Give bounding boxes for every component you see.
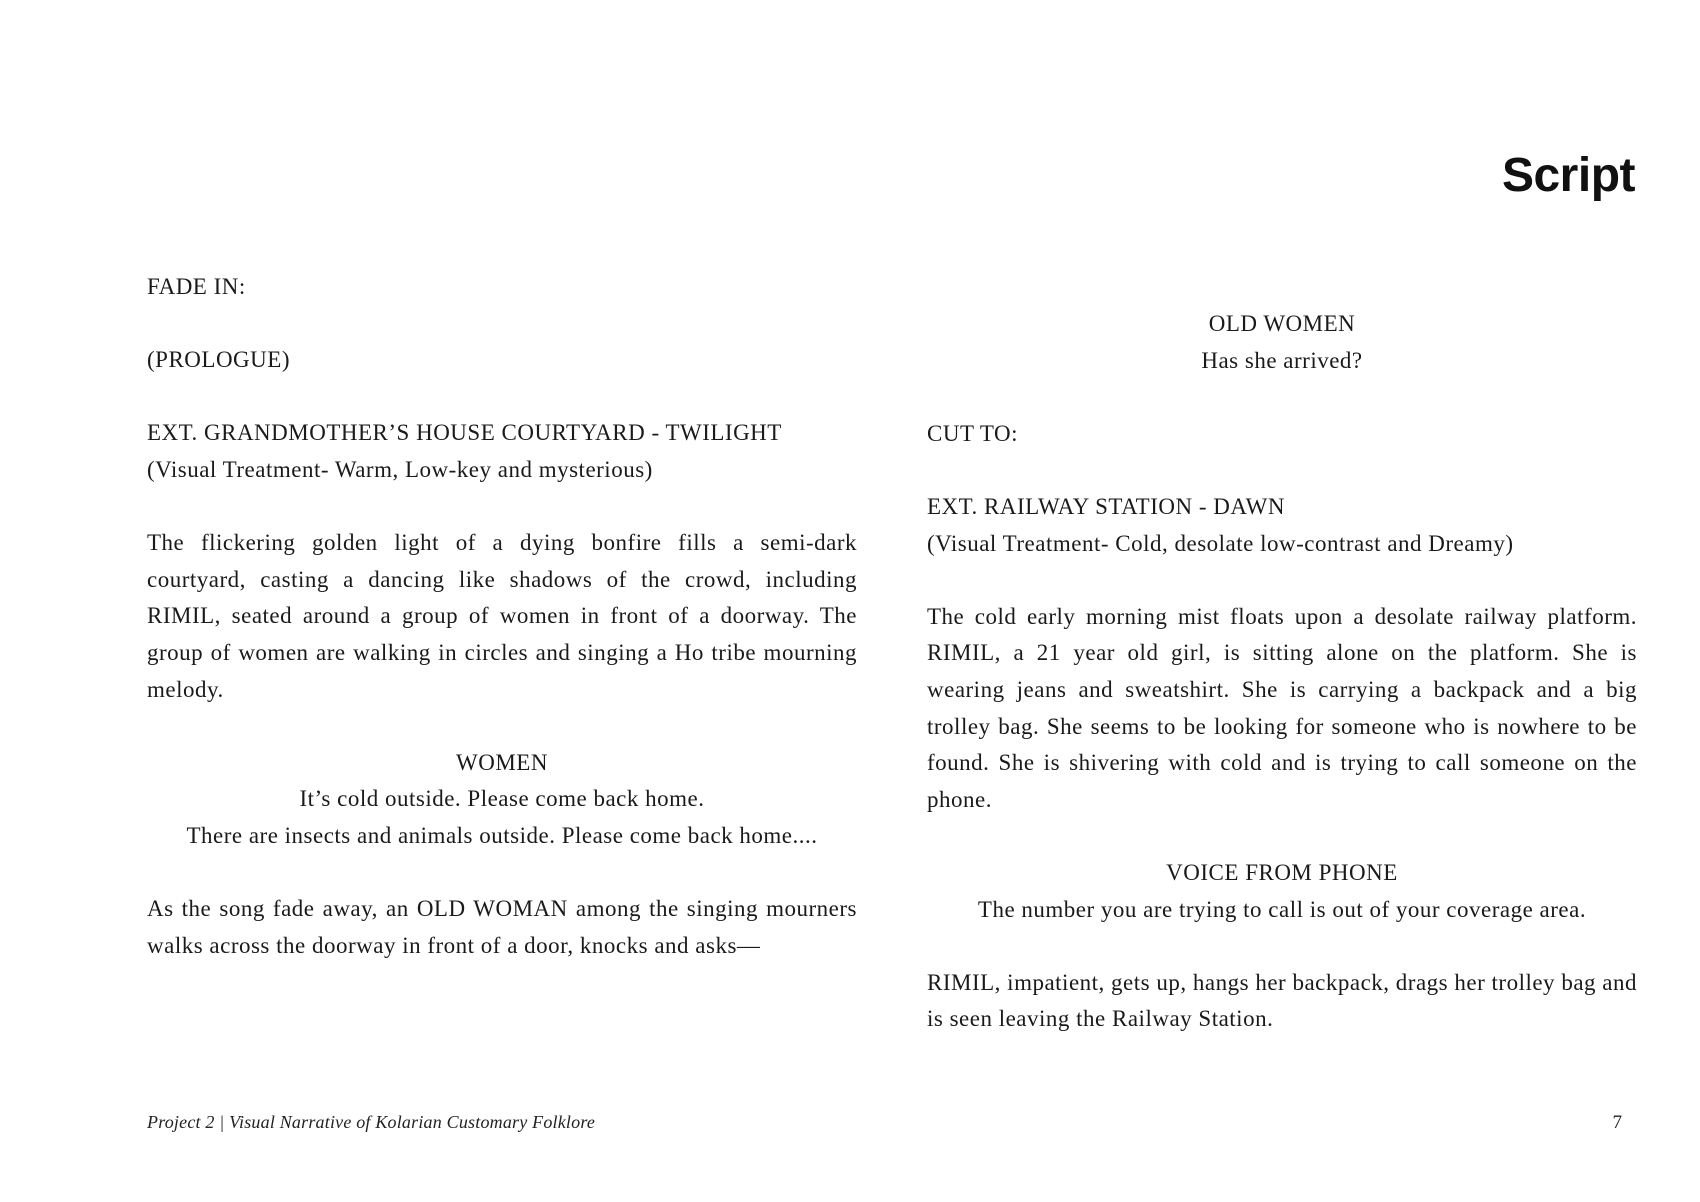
dialogue-line: Has she arrived? (1201, 347, 1363, 373)
scene-heading: EXT. RAILWAY STATION - DAWN (927, 493, 1285, 519)
dialogue-women (172, 745, 832, 855)
dialogue-line: There are insects and animals outside. Please come back home.... (186, 822, 818, 848)
character-name: WOMEN (456, 749, 548, 775)
footer-project-label: Project 2 | Visual Narrative of Kolarian Customary Folklore (147, 1112, 596, 1132)
dialogue-voice-from-phone (927, 855, 1637, 928)
scene-heading: EXT. GRANDMOTHER’S HOUSE COURTYARD - TWILIGHT (147, 420, 782, 446)
prologue-label: (PROLOGUE) (147, 347, 290, 373)
transition-fade-in: FADE IN: (147, 274, 246, 299)
character-name: OLD WOMEN (1208, 311, 1356, 336)
page-title: Script (1501, 149, 1635, 202)
dialogue-line: It’s cold outside. Please come back home. (299, 786, 705, 812)
script-right-column (927, 306, 1637, 1074)
transition-cut-to: CUT TO: (927, 420, 1019, 446)
action-paragraph: The cold early morning mist floats upon a desolate railway platform. RIMIL, a 21 year old girl, is sitting alone on the platform. She is wearing jeans and sweatshirt. She is carrying a backpack and a big trolley bag. She seems to be looking for someone who is nowhere to be found. She is shivering with cold and is trying to call someone on the phone. (927, 603, 1637, 812)
dialogue-line: The number you are trying to call is out of your coverage area. (977, 896, 1587, 922)
visual-treatment: (Visual Treatment- Warm, Low-key and mysterious) (147, 456, 653, 482)
dialogue-old-women (927, 306, 1637, 379)
action-paragraph: RIMIL, impatient, gets up, hangs her backpack, drags her trolley bag and is seen leaving the Railway Station. (927, 969, 1637, 1032)
script-left-column (147, 269, 857, 1001)
page-number: 7 (1612, 1112, 1622, 1133)
character-name: VOICE FROM PHONE (1166, 859, 1398, 885)
action-paragraph: The flickering golden light of a dying bonfire fills a semi-dark courtyard, casting a dancing like shadows of the crowd, including RIMIL, seated around a group of women in front of a doorway. The group of women are walking in circles and singing a Ho tribe mourning melody. (147, 530, 857, 702)
action-paragraph: As the song fade away, an OLD WOMAN among the singing mourners walks across the doorway in front of a door, knocks and asks— (147, 896, 857, 958)
visual-treatment: (Visual Treatment- Cold, desolate low-contrast and Dreamy) (927, 530, 1514, 556)
